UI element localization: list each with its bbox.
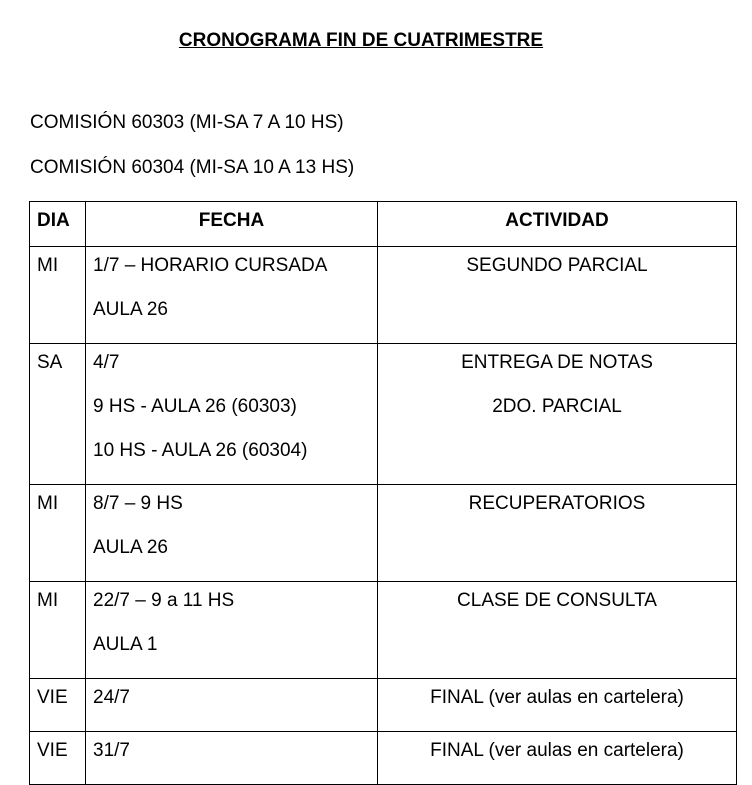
- cell-dia: [30, 679, 86, 732]
- fecha-line: AULA 26: [93, 299, 168, 320]
- table-row: [30, 582, 737, 679]
- actividad-line: FINAL (ver aulas en cartelera): [430, 687, 684, 708]
- table-header-row: [30, 202, 737, 247]
- fecha-line: 22/7 – 9 a 11 HS: [93, 590, 235, 611]
- cell-fecha: [86, 679, 378, 732]
- cell-fecha: [86, 344, 378, 485]
- header-fecha: FECHA: [86, 202, 378, 247]
- cell-actividad: [378, 344, 737, 485]
- fecha-line: AULA 1: [93, 634, 158, 655]
- fecha-line: AULA 26: [93, 537, 168, 558]
- cell-fecha: [86, 582, 378, 679]
- cell-fecha: [86, 485, 378, 582]
- cell-dia: [30, 582, 86, 679]
- cell-actividad: [378, 247, 737, 344]
- header-dia: DIA: [30, 202, 86, 247]
- cell-fecha: [86, 732, 378, 785]
- dia-text: SA: [37, 352, 63, 373]
- schedule-table: [29, 201, 737, 785]
- dia-text: MI: [37, 255, 59, 276]
- actividad-line: FINAL (ver aulas en cartelera): [430, 740, 684, 761]
- fecha-line: 8/7 – 9 HS: [93, 493, 183, 514]
- cell-dia: [30, 247, 86, 344]
- table-row: [30, 732, 737, 785]
- table-row: [30, 247, 737, 344]
- document-title: CRONOGRAMA FIN DE CUATRIMESTRE: [178, 30, 544, 51]
- actividad-line: 2DO. PARCIAL: [492, 396, 622, 417]
- fecha-line: 4/7: [93, 352, 120, 373]
- fecha-line: 9 HS - AULA 26 (60303): [93, 396, 297, 417]
- actividad-line: ENTREGA DE NOTAS: [461, 352, 653, 373]
- cell-dia: [30, 485, 86, 582]
- actividad-line: CLASE DE CONSULTA: [457, 590, 657, 611]
- dia-text: VIE: [37, 687, 68, 708]
- dia-text: MI: [37, 590, 59, 611]
- cell-fecha: [86, 247, 378, 344]
- fecha-line: 31/7: [93, 740, 130, 761]
- fecha-line: 24/7: [93, 687, 130, 708]
- commission-60304: COMISIÓN 60304 (MI-SA 10 A 13 HS): [30, 157, 355, 178]
- table-row: [30, 485, 737, 582]
- cell-actividad: [378, 582, 737, 679]
- actividad-line: RECUPERATORIOS: [468, 493, 646, 514]
- fecha-line: 10 HS - AULA 26 (60304): [93, 440, 308, 461]
- cell-dia: [30, 732, 86, 785]
- table-row: [30, 344, 737, 485]
- cell-actividad: [378, 732, 737, 785]
- fecha-line: 1/7 – HORARIO CURSADA: [93, 255, 328, 276]
- cell-actividad: [378, 679, 737, 732]
- commission-60303: COMISIÓN 60303 (MI-SA 7 A 10 HS): [30, 112, 344, 133]
- cell-actividad: [378, 485, 737, 582]
- dia-text: VIE: [37, 740, 68, 761]
- table-row: [30, 679, 737, 732]
- actividad-line: SEGUNDO PARCIAL: [466, 255, 648, 276]
- header-actividad: ACTIVIDAD: [378, 202, 737, 247]
- table-body: [30, 247, 737, 785]
- dia-text: MI: [37, 493, 59, 514]
- cell-dia: [30, 344, 86, 485]
